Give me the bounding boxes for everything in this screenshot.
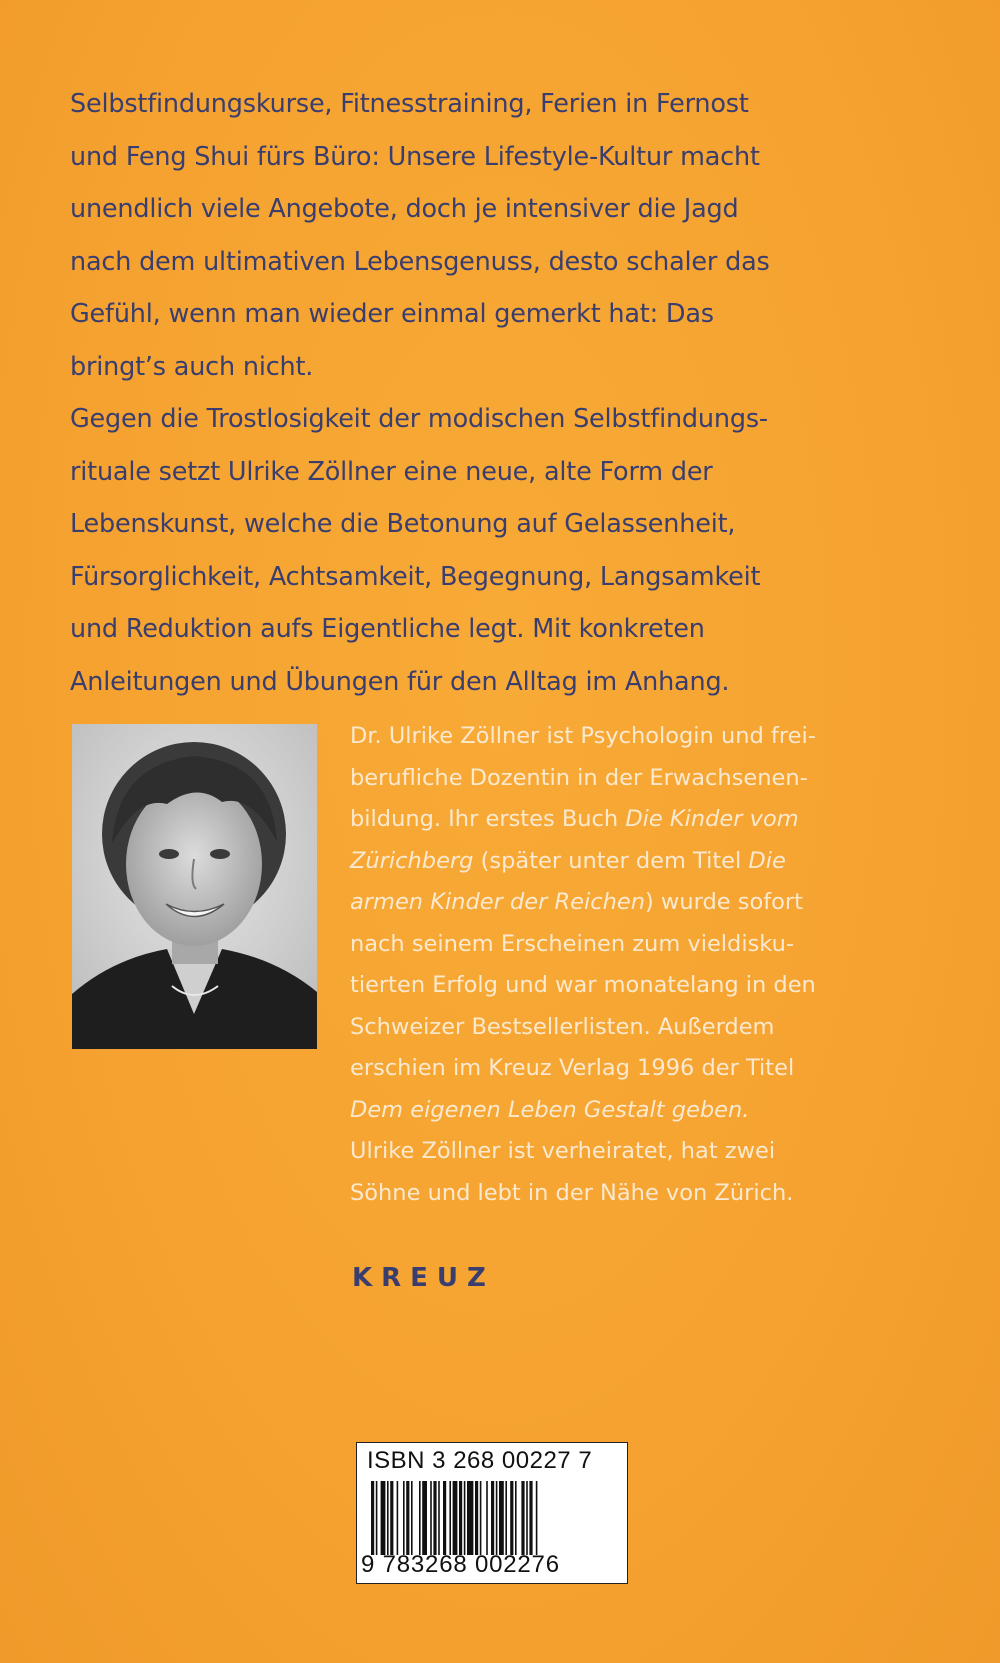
bio-line	[350, 799, 970, 841]
isbn-barcode-box	[356, 1442, 628, 1584]
bio-line: Schweizer Bestsellerlisten. Außerdem	[350, 1013, 775, 1040]
book-title: armen Kinder der Reichen	[350, 889, 645, 915]
blurb-line: Lebenskunst, welche die Betonung auf Gelassenheit,	[70, 509, 736, 539]
blurb-line: Fürsorglichkeit, Achtsamkeit, Begegnung, Langsamkeit	[70, 561, 761, 592]
bio-line: Söhne und lebt in der Nähe von Zürich.	[350, 1179, 794, 1206]
blurb-line: Anleitungen und Übungen für den Alltag im Anhang.	[70, 666, 730, 697]
book-title: Die Kinder vom	[625, 806, 799, 832]
blurb-line: bringt’s auch nicht.	[70, 351, 314, 382]
blurb-line: und Reduktion aufs Eigentliche legt. Mit konkreten	[70, 614, 705, 644]
author-portrait-illustration	[72, 724, 317, 1049]
bio-text: (später unter dem Titel	[473, 847, 749, 874]
bio-line: tierten Erfolg und war monatelang in den	[350, 972, 816, 998]
bio-line: berufliche Dozentin in der Erwachsenen-	[350, 764, 808, 791]
bio-line: Dr. Ulrike Zöllner ist Psychologin und frei-	[350, 723, 816, 749]
blurb-paragraph-2	[70, 393, 950, 708]
book-title: Dem eigenen Leben Gestalt geben.	[350, 1096, 750, 1123]
author-biography	[350, 716, 970, 1214]
blurb-line: und Feng Shui fürs Büro: Unsere Lifestyle-Kultur macht	[70, 141, 760, 172]
bio-text: bildung. Ihr erstes Buch	[350, 806, 626, 832]
blurb-line: Selbstfindungskurse, Fitnesstraining, Ferien in Fernost	[70, 89, 749, 119]
blurb-line: nach dem ultimativen Lebensgenuss, desto schaler das	[70, 246, 770, 277]
blurb-line: rituale setzt Ulrike Zöllner eine neue, alte Form der	[70, 456, 713, 487]
bio-line	[350, 882, 970, 924]
author-photo	[72, 724, 317, 1049]
book-title: Die	[748, 847, 786, 874]
ean-number: 9 783268 002276	[361, 1551, 560, 1578]
blurb-text	[70, 78, 950, 708]
bio-text: ) wurde sofort	[645, 889, 803, 915]
bio-line	[350, 1090, 970, 1132]
blurb-paragraph-1	[70, 78, 950, 393]
bio-line: erschien im Kreuz Verlag 1996 der Titel	[350, 1055, 795, 1081]
blurb-line: Gegen die Trostlosigkeit der modischen Selbstfindungs-	[70, 404, 768, 434]
bio-line: Ulrike Zöllner ist verheiratet, hat zwei	[350, 1138, 776, 1164]
book-title: Zürichberg	[350, 847, 474, 874]
barcode-icon	[371, 1481, 613, 1555]
blurb-line: unendlich viele Angebote, doch je intensiver die Jagd	[70, 194, 739, 224]
bio-line	[350, 841, 970, 883]
isbn-number: ISBN 3 268 00227 7	[367, 1447, 593, 1474]
blurb-line: Gefühl, wenn man wieder einmal gemerkt hat: Das	[70, 299, 714, 329]
publisher-logo: KREUZ	[352, 1263, 495, 1293]
bio-line: nach seinem Erscheinen zum vieldisku-	[350, 930, 795, 957]
